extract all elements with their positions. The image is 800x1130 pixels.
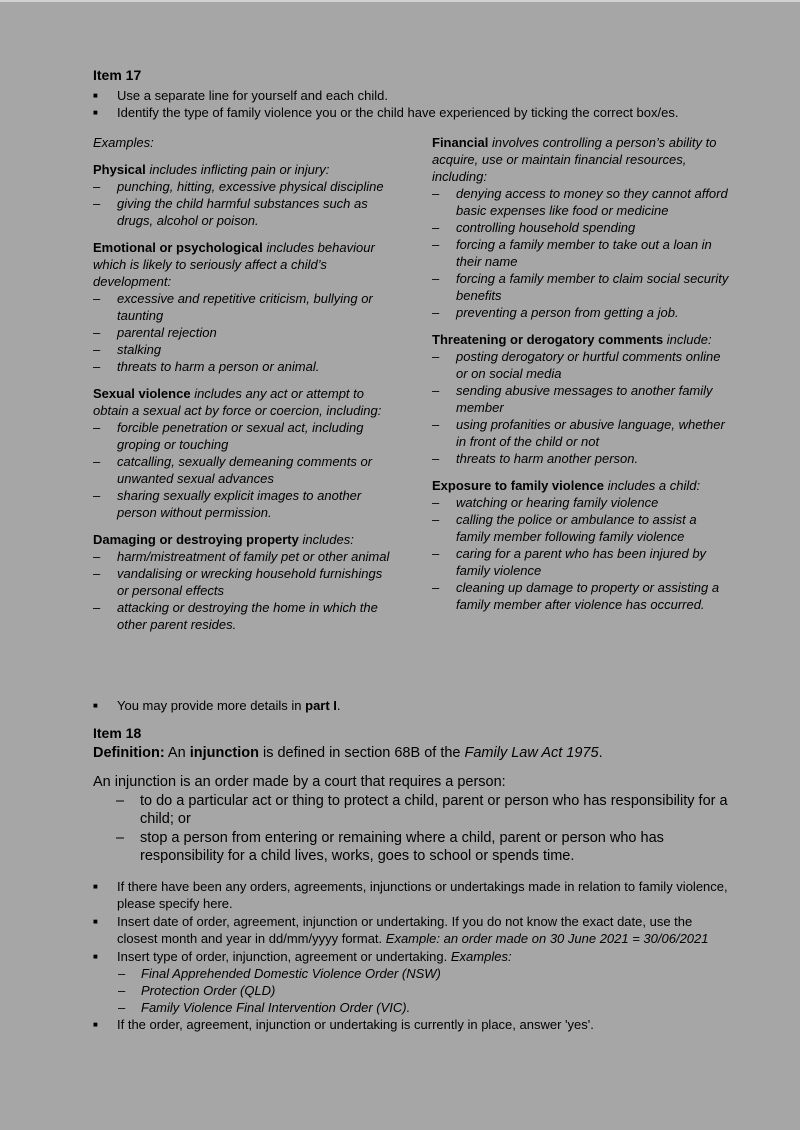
injunction-intro-item-2: – stop a person from entering or remaining where a child, parent or person who has responsibility for a child lives, works, goes to school or spends time.: [93, 830, 733, 865]
category-example-item: – forcible penetration or sexual act, including groping or touching: [93, 419, 393, 453]
category-description: includes:: [302, 532, 354, 547]
item18-definition: [93, 745, 733, 763]
order-type-examples: [93, 965, 733, 1016]
category-example-list: [93, 419, 393, 521]
definition-mid: is defined in section 68B of the: [258, 745, 465, 761]
definition-pre: An: [164, 745, 190, 761]
item17-header-block: [93, 67, 773, 121]
category-example-item: – sending abusive messages to another family member: [432, 382, 732, 416]
item17-bullet-2: ■ Identify the type of family violence you or the child have experienced by ticking the correct box/es.: [93, 104, 773, 121]
item18-bullets: [93, 878, 733, 1033]
category-example-item: – watching or hearing family violence: [432, 494, 732, 511]
category-example-list: [432, 348, 732, 467]
item17-left-column: [93, 134, 393, 643]
order-type-example-1: – Final Apprehended Domestic Violence Order (NSW): [93, 965, 733, 982]
category-example-item: – punching, hitting, excessive physical discipline: [93, 178, 393, 195]
category-example-item: – threats to harm a person or animal.: [93, 358, 393, 375]
category-example-item: – parental rejection: [93, 324, 393, 341]
date-example: Example: an order made on 30 June 2021 = 30/06/2021: [385, 931, 709, 946]
category-title: Emotional or psychological: [93, 240, 263, 255]
category-example-item: – threats to harm another person.: [432, 450, 732, 467]
definition-act: Family Law Act 1975: [464, 745, 599, 761]
item18-bullet-4: ■ If the order, agreement, injunction or undertaking is currently in place, answer 'yes'.: [93, 1016, 733, 1033]
more-details-end: .: [336, 698, 341, 713]
item18-bullet-3: [93, 948, 733, 965]
injunction-intro: An injunction is an order made by a court that requires a person:: [93, 773, 506, 790]
category-heading: [93, 385, 393, 419]
category-title: Damaging or destroying property: [93, 532, 299, 547]
category-example-item: – forcing a family member to claim social security benefits: [432, 270, 732, 304]
category-heading: [432, 134, 732, 185]
category-example-list: [432, 494, 732, 613]
category-description: includes any act or attempt to obtain a sexual act by force or coercion, including:: [93, 386, 382, 418]
injunction-intro-list: [93, 793, 733, 865]
category-example-list: [432, 185, 732, 321]
category-example-item: – vandalising or wrecking household furnishings or personal effects: [93, 565, 393, 599]
order-type-example-3: – Family Violence Final Intervention Order (VIC).: [93, 999, 733, 1016]
category-heading: [432, 477, 732, 494]
category-example-item: – posting derogatory or hurtful comments online or on social media: [432, 348, 732, 382]
item17-bullet-1: ■ Use a separate line for yourself and each child.: [93, 87, 773, 104]
more-details-bullet: [93, 697, 773, 714]
category-example-item: – excessive and repetitive criticism, bullying or taunting: [93, 290, 393, 324]
item17-heading: Item 17: [93, 67, 142, 83]
definition-label: Definition:: [93, 745, 165, 761]
category-title: Financial: [432, 135, 489, 150]
category-example-item: – stalking: [93, 341, 393, 358]
order-type-example-2: – Protection Order (QLD): [93, 982, 733, 999]
left-category-list: [93, 161, 393, 633]
right-category-list: [432, 134, 732, 613]
definition-term: injunction: [189, 745, 259, 761]
category-description: includes a child:: [607, 478, 701, 493]
category-heading: [93, 161, 393, 178]
item18-bullet-1: ■ If there have been any orders, agreements, injunctions or undertakings made in relation to family violence, please specify here.: [93, 878, 733, 912]
more-details-block: [93, 697, 773, 714]
category-example-item: – using profanities or abusive language, whether in front of the child or not: [432, 416, 732, 450]
category-example-item: – calling the police or ambulance to assist a family member following family violence: [432, 511, 732, 545]
category-description: includes behaviour which is likely to seriously affect a child’s development:: [93, 240, 375, 289]
category-example-item: – controlling household spending: [432, 219, 732, 236]
category-example-item: – caring for a parent who has been injured by family violence: [432, 545, 732, 579]
more-details-text: You may provide more details in: [117, 698, 306, 713]
category-description: involves controlling a person’s ability to acquire, use or maintain financial resources, including:: [432, 135, 717, 184]
category-example-item: – attacking or destroying the home in which the other parent resides.: [93, 599, 393, 633]
top-border: [0, 0, 800, 2]
injunction-intro-item-1: – to do a particular act or thing to protect a child, parent or person who has responsibility for a child; or: [93, 793, 733, 828]
category-title: Exposure to family violence: [432, 478, 604, 493]
category-example-item: – catcalling, sexually demeaning comments or unwanted sexual advances: [93, 453, 393, 487]
category-example-item: – forcing a family member to take out a loan in their name: [432, 236, 732, 270]
type-examples-label: Examples:: [450, 949, 512, 964]
category-heading: [432, 331, 732, 348]
category-example-list: [93, 290, 393, 375]
category-description: include:: [666, 332, 712, 347]
item18-heading: Item 18: [93, 725, 142, 741]
category-example-list: [93, 178, 393, 229]
item18-block: [93, 725, 733, 867]
item17-right-column: [432, 134, 732, 623]
category-example-item: – cleaning up damage to property or assisting a family member after violence has occurred.: [432, 579, 732, 613]
category-example-list: [93, 548, 393, 633]
type-instructions: Insert type of order, injunction, agreement or undertaking.: [117, 949, 451, 964]
category-example-item: – giving the child harmful substances such as drugs, alcohol or poison.: [93, 195, 393, 229]
definition-end: .: [598, 745, 603, 761]
category-example-item: – sharing sexually explicit images to another person without permission.: [93, 487, 393, 521]
examples-label: Examples:: [93, 135, 154, 150]
item17-bullets: [93, 87, 773, 121]
date-instructions: Insert date of order, agreement, injunction or undertaking. If you do not know the exact date, use the closest month and year in dd/mm/yyyy format.: [117, 914, 693, 946]
category-description: includes inflicting pain or injury:: [149, 162, 330, 177]
category-example-item: – denying access to money so they cannot afford basic expenses like food or medicine: [432, 185, 732, 219]
category-title: Physical: [93, 162, 146, 177]
category-heading: [93, 531, 393, 548]
category-heading: [93, 239, 393, 290]
category-title: Sexual violence: [93, 386, 191, 401]
category-example-item: – preventing a person from getting a job.: [432, 304, 732, 321]
part-i-reference: part I: [305, 698, 337, 713]
category-example-item: – harm/mistreatment of family pet or other animal: [93, 548, 393, 565]
item18-bullet-2: [93, 913, 733, 947]
category-title: Threatening or derogatory comments: [432, 332, 664, 347]
